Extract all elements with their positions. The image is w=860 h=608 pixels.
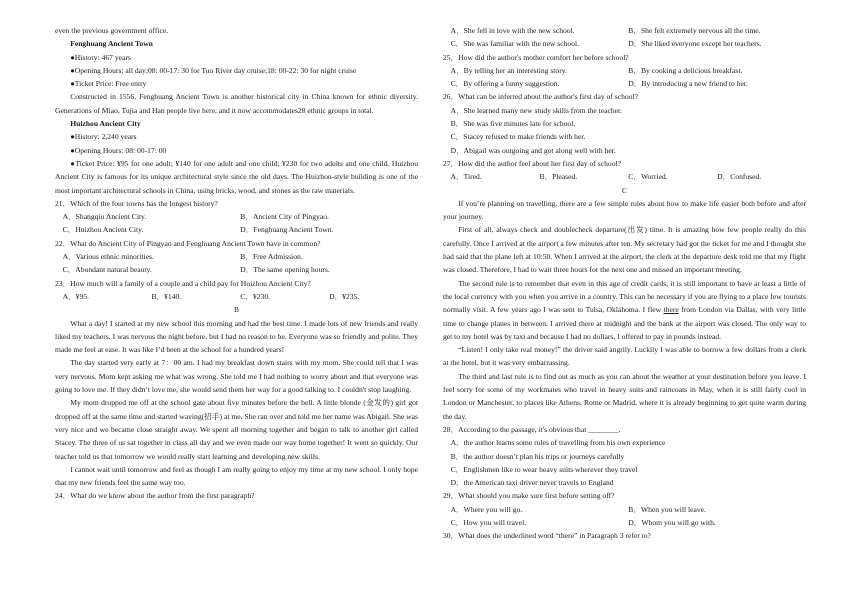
paragraph-3-text-before: The second rule is to remember that even in this age of credit cards, it is still important to have at least a little of the local currency with you when you arrive in a country. This can be necessary if you are flying to a place few tourists normally visit. A few years ago I was sent to Tulsa, Oklahoma. I flew — [443, 278, 806, 315]
question-stem: 27．How did the author feel about her first day of school? — [443, 158, 621, 168]
question-stem: 29．What should you make sure first before setting off? — [443, 491, 615, 501]
question-28 — [443, 423, 806, 489]
fenghuang-title: Fenghuang Ancient Town — [70, 39, 153, 49]
option-c: C．By offering a funny suggestion. — [450, 79, 560, 89]
passage-b-paragraph-4: I cannot wait until tomorrow and feel as though I am really going to enjoy my time at my new school. I only hope that my new friends feel the same way too. — [55, 464, 418, 488]
option-a: A．Tired. — [450, 172, 482, 182]
option-a: A．She learned many new study skills from the teacher. — [450, 105, 623, 115]
option-a: A．By telling her an interesting story. — [450, 65, 567, 75]
question-21 — [55, 197, 418, 237]
passage-c-paragraph-1: If you’re planning on travelling, there are a few simple rules about how to make life easier both before and after your journey. — [443, 198, 806, 222]
question-stem: 23．How much will a family of a couple and a child pay for Huizhou Ancient City? — [55, 278, 311, 288]
option-c: C．Englishmen like to wear heavy suits wherever they travel — [450, 464, 638, 474]
option-b: B．By cooking a delicious breakfast. — [628, 65, 743, 75]
continuation-text: even the previous government office. — [55, 26, 169, 35]
option-c: C．Worried. — [628, 172, 668, 182]
option-b: B．Free Admission. — [240, 252, 303, 262]
option-b: B．¥140. — [151, 291, 182, 301]
passage-b-paragraph-1: What a day! I started at my new school this morning and had the best time. I made lots of new friends and really liked my teachers. I was nervous the night before, but I had no reason to be. Everyone was so friendly and polite. They made me feel at ease. It was like I’d been at the school for a hundred years! — [55, 318, 418, 355]
option-b: B．the author doesn’t plan his trips or journeys carefully — [450, 451, 625, 461]
option-d: D．Confused. — [717, 172, 762, 182]
question-29 — [443, 489, 806, 529]
option-c: C．How you will travel. — [450, 517, 527, 527]
option-b: B．Pleased. — [539, 172, 578, 182]
question-26 — [443, 90, 806, 156]
left-column — [55, 24, 418, 503]
question-stem: 26．What can be inferred about the author's first day of school? — [443, 92, 638, 102]
fenghuang-description: Constructed in 1556, Fenghuang Ancient Town is another historical city in China known for ethnic diversity. Generations of Miao, Tujia and Han people live here, and it now accommodates28 ethnic groups in total. — [55, 92, 418, 115]
huizhou-hours: ●Opening Hours: 08: 00-17: 00 — [70, 145, 167, 155]
huizhou-history: ●History: 2,240 years — [70, 132, 137, 142]
question-stem: 28．According to the passage, it's obvious that ________. — [443, 424, 621, 434]
option-c: C．She was familiar with the new school. — [450, 39, 580, 49]
question-stem: 25．How did the author's mother comfort her before school? — [443, 52, 629, 62]
paragraph-3-text-after: from London via Dallas, with very little time to change planes in between. I arrived there at midnight and the bank at the airport was closed. The only way to get to my hotel was by taxi and because I had no dollars, I offered to pay in pounds instead. — [443, 305, 806, 341]
option-d: D．Abigail was outgoing and got along well with her. — [450, 145, 616, 155]
option-a: A．the author learns some rules of travelling from his own experience — [450, 438, 666, 448]
fenghuang-price: ●Ticket Price: Free entry — [70, 79, 147, 89]
option-d: D．the American taxi driver never travels to England — [450, 478, 614, 488]
option-c: C．Huizhou Ancient City. — [62, 225, 144, 235]
passage-b-paragraph-2: The day started very early at 7：00 am. I had my breakfast down stairs with my mom. She could tell that I was very nervous. Mom kept asking me what was wrong. She told me I had nothing to worry about and that everyone was going to love me. If they didn’t love me, she would send them her way for a good talking to. I couldn't stop laughing. — [55, 358, 418, 395]
option-a: A．Where you will go. — [450, 504, 523, 514]
right-column — [443, 24, 806, 543]
option-b: B．She was five minutes late for school. — [450, 119, 576, 129]
passage-c-paragraph-2: First of all, always check and doublecheck departure(出发) time. It is amazing how few people really do this carefully. Once I arrived at the airport a few minutes after ten. My secretary had got the ticket for me and I thought she had said that the plane left at 10:50. When I arrived at the airport, the clerk at the departure desk told me that my flight was closed. Therefore, I had to wait three hours for the next one and missed an important meeting. — [443, 225, 806, 275]
passage-c-paragraph-3 — [443, 277, 806, 343]
question-stem: 21．Which of the four towns has the longest history? — [55, 198, 218, 208]
option-a: A．She fell in love with the new school. — [450, 26, 575, 35]
huizhou-title: Huizhou Ancient City — [70, 119, 141, 129]
section-c-heading: C — [621, 185, 628, 195]
fenghuang-history: ●History: 467 years — [70, 52, 131, 62]
question-25 — [443, 51, 806, 91]
passage-c-paragraph-5: The third and last rule is to find out as much as you can about the weather at your destination before you leave. I feel sorry for some of my workmates who travel in heavy suits and raincoats in May, when it is still fairly cool in London or Manchester, to places like Athens, Rome or Madrid, where it is already beginning to get quite warm during the day. — [443, 371, 806, 421]
question-27 — [443, 157, 806, 184]
underlined-word-there: there — [663, 305, 679, 315]
option-a: A．¥95. — [62, 291, 89, 301]
fenghuang-hours: ●Opening Hours: all day;08: 00-17: 30 for Tuo River day cruise;18: 00-22: 30 for night cruise — [70, 65, 357, 75]
question-23 — [55, 277, 418, 304]
option-a: A．Various ethnic minorities. — [62, 252, 154, 262]
option-d: D．The same opening hours. — [240, 265, 330, 275]
option-d: D．She liked everyone except her teachers. — [628, 39, 762, 49]
question-24-stem: 24．What do we know about the author from the first paragraph? — [55, 491, 255, 501]
option-b: B．When you will leave. — [628, 504, 706, 514]
option-b: B．Ancient City of Pingyao. — [240, 212, 329, 222]
question-stem: 22．What do Ancient City of Pingyao and Fenghuang Ancient Town have in common? — [55, 238, 321, 248]
option-d: D．Fenghuang Ancient Town. — [240, 225, 334, 235]
section-b-heading: B — [233, 305, 240, 315]
option-d: D．Whom you will go with. — [628, 517, 716, 527]
option-d: D．¥235. — [329, 291, 360, 301]
option-d: D．By introducing a new friend to her. — [628, 79, 748, 89]
huizhou-price-description: ●Ticket Price: ¥95 for one adult; ¥140 for one adult and one child; ¥230 for two adults and one child. Huizhou Ancient City is famous for its unique architectural style since the old days. The Huizhou-style building is one of the most important architectural schools in China, using bricks, wood, and stones as the raw materials. — [55, 158, 418, 195]
question-22 — [55, 237, 418, 277]
option-b: B．She felt extremely nervous all the time. — [628, 26, 761, 35]
option-a: A．Shangqiu Ancient City. — [62, 212, 147, 222]
passage-b-paragraph-3: My mom dropped me off at the school gate about five minutes before the bell. A little blonde (金发的) girl got dropped off at the same time and started waving(招手) at me. She ran over and told me her name was Abigail. She was very nice and we became close straight away. We spent all morning together and began to talk to another girl called Stacey. The three of us sat together in class all day and we even made our way home together! It went so quickly. Our teacher told us that tomorrow we would really start learning and developing new skills. — [55, 398, 418, 461]
option-c: C．Stacey refused to make friends with her. — [450, 132, 586, 142]
question-24-options — [443, 24, 806, 51]
option-c: C．Abundant natural beauty. — [62, 265, 152, 275]
option-c: C．¥230. — [240, 291, 271, 301]
question-30-stem: 30．What does the underlined word “there” in Paragraph 3 refer to? — [443, 531, 651, 541]
passage-c-paragraph-4: “Listen! I only take real money!” the driver said angrily. Luckily I was able to borrow a few dollars from a clerk at the hotel, but it was very embarrassing. — [443, 345, 806, 368]
